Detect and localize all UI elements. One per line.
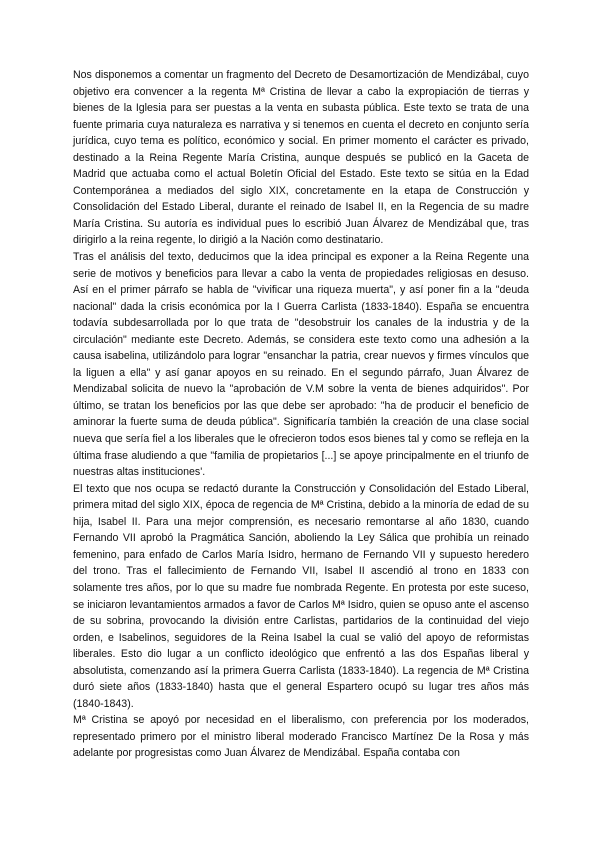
paragraph-introduction: Nos disponemos a comentar un fragmento del Decreto de Desamortización de Mendizábal, cuyo objetivo era convencer a la regenta Mª Cristina de llevar a cabo la expropiación de tierras y bienes de la Iglesia para ser puestas a la venta en subasta pública. Este texto se trata de una fuente primaria cuya naturaleza es narrativa y si tenemos en cuenta el decreto en conjunto sería jurídica, cuyo tema es político, económico y social. En primer momento el carácter es privado, destinado a la Reina Regente María Cristina, aunque después se publicó en la Gaceta de Madrid que actuaba como el actual Boletín Oficial del Estado. Este texto se sitúa en la Edad Contemporánea a mediados del siglo XIX, concretamente en la etapa de Construcción y Consolidación del Estado Liberal, durante el reinado de Isabel II, en la Regencia de su madre María Cristina. Su autoría es individual pues lo escribió Juan Álvarez de Mendizábal que, tras dirigirlo a la reina regente, lo dirigió a la Nación como destinatario. [73, 69, 529, 247]
paragraph-analysis: Tras el análisis del texto, deducimos que la idea principal es exponer a la Reina Regente una serie de motivos y beneficios para llevar a cabo la venta de propiedades religiosas en desuso. Así en el primer párrafo se habla de "vivificar una riqueza muerta", y así poner fin a la "deuda nacional" dada la crisis económica por la I Guerra Carlista (1833-1840). España se encuentra todavía subdesarrollada por lo que trata de "desobstruir los canales de la industria y de la circulación" mediante este Decreto. Además, se considera este texto como una adhesión a la causa isabelina, utilizándolo para lograr "ensanchar la patria, crear nuevos y firmes vínculos que la liguen a ella" y así ganar apoyos en su reinado. En el segundo párrafo, Juan Álvarez de Mendizabal solicita de nuevo la "aprobación de V.M sobre la venta de bienes adquiridos". Por último, se tratan los beneficios por las que debe ser aprobado: "ha de producir el beneficio de aminorar la fuerte suma de deuda pública". Significaría también la creación de una clase social nueva que sería fiel a los liberales que le ofrecieron todos esos bienes tal y como se refleja en la última frase aludiendo a que "familia de propietarios [...] se apoye principalmente en el triunfo de nuestras altas instituciones'. [73, 251, 529, 479]
paragraph-liberalism: Mª Cristina se apoyó por necesidad en el liberalismo, con preferencia por los moderados, representado primero por el ministro liberal moderado Francisco Martínez De la Rosa y más adelante por progresistas como Juan Álvarez de Mendizábal. España contaba con [73, 714, 529, 760]
paragraph-context: El texto que nos ocupa se redactó durante la Construcción y Consolidación del Estado Liberal, primera mitad del siglo XIX, época de regencia de Mª Cristina, debido a la minoría de edad de su hija, Isabel II. Para una mejor comprensión, es necesario remontarse al año 1830, cuando Fernando VII aprobó la Pragmática Sanción, aboliendo la Ley Sálica que prohibía un reinado femenino, para enfado de Carlos María Isidro, hermano de Fernando VII y supuesto heredero del trono. Tras el fallecimiento de Fernando VII, Isabel II ascendió al trono en 1833 con solamente tres años, por lo que su madre fue nombrada Regente. En protesta por este suceso, se iniciaron levantamientos armados a favor de Carlos Mª Isidro, quien se opuso ante el ascenso de su sobrina, provocando la división entre Carlistas, partidarios de la continuidad del viejo orden, e Isabelinos, seguidores de la Reina Isabel la cual se valió del apoyo de reformistas liberales. Esto dio lugar a un conflicto ideológico que enfrentó a las dos Españas liberal y absolutista, comenzando así la primera Guerra Carlista (1833-1840). La regencia de Mª Cristina duró siete años (1833-1840) hasta que el general Espartero ocupó su lugar tres años más (1840-1843). [73, 482, 529, 710]
document-body [73, 67, 529, 762]
